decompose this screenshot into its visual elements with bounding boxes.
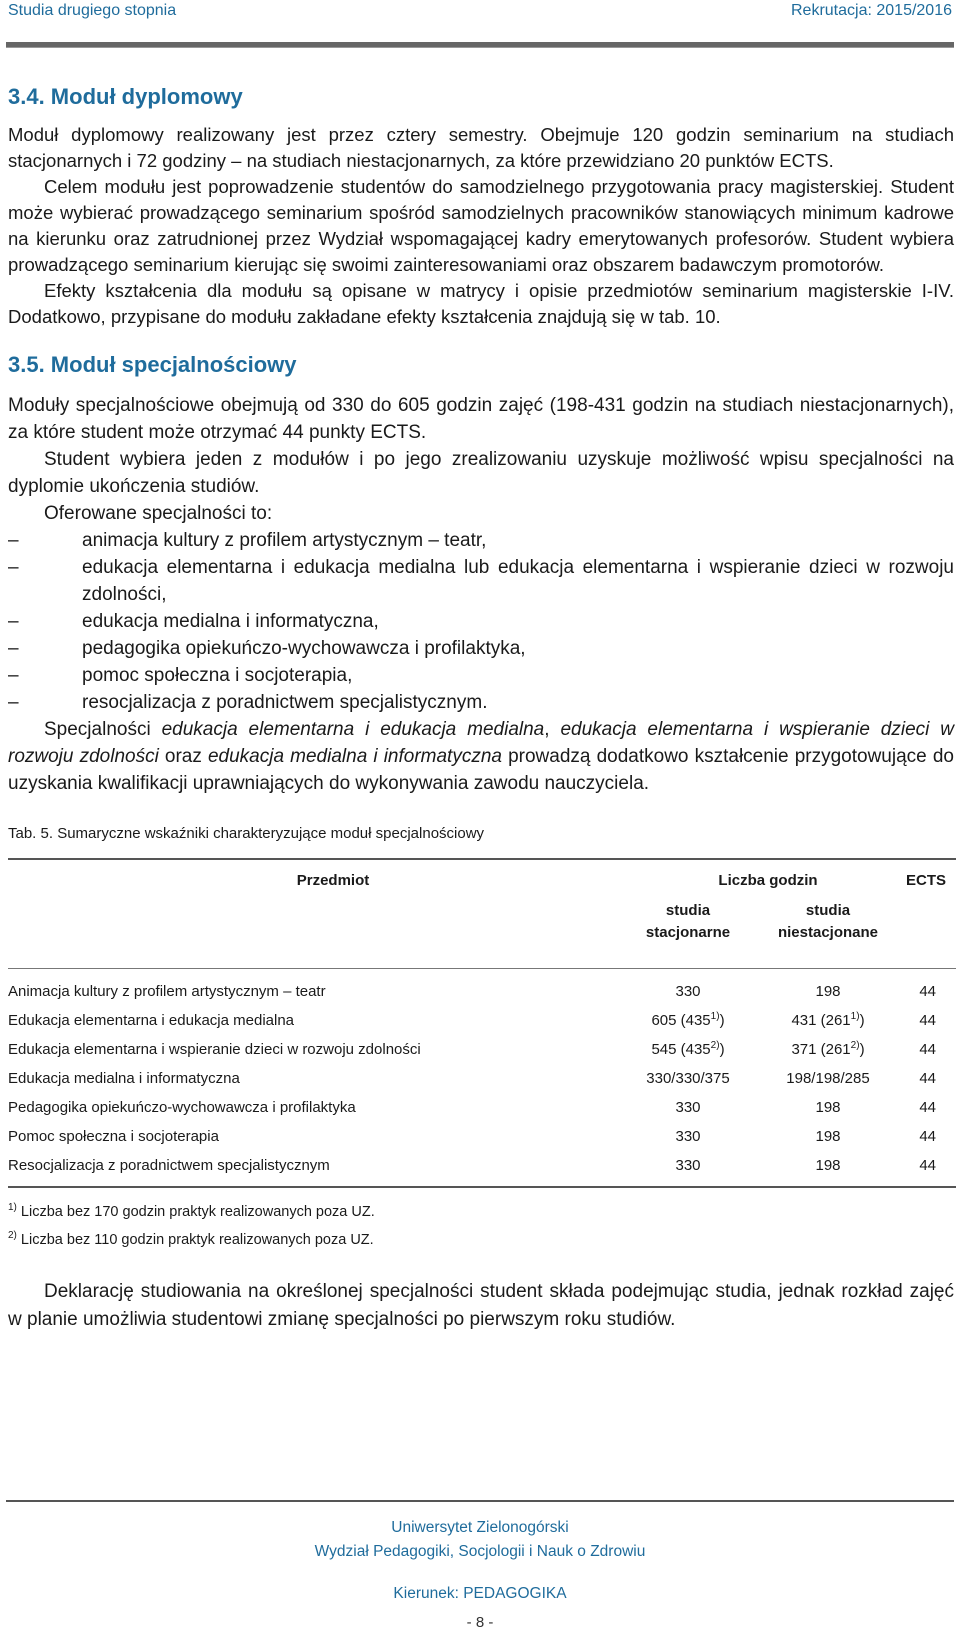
- list-item: [8, 689, 954, 716]
- footnote-ref: 1): [850, 1011, 860, 1022]
- list-item: [8, 662, 954, 689]
- table-subheader-row: [8, 900, 956, 952]
- row-niestacjonarne: 198: [815, 983, 841, 1000]
- row-stacjonarne: 330: [675, 1099, 701, 1116]
- table-row: [8, 1064, 956, 1093]
- s35-p4-italic-2: edukacja elementarna i wspieranie dzieci w rozwoju zdolności: [8, 719, 954, 767]
- footer-rule: [6, 1500, 954, 1502]
- specialization-table-body: [8, 977, 956, 1180]
- dash-marker: –: [8, 611, 19, 632]
- value-close: ): [719, 1041, 725, 1058]
- list-item-text: edukacja elementarna i edukacja medialna lub edukacja elementarna i wspieranie dzieci w rozwoju zdolności,: [82, 557, 954, 605]
- row-niestacjonarne: 198: [815, 1128, 841, 1145]
- row-niestacjonarne: [758, 1006, 898, 1035]
- footer-faculty: Wydział Pedagogiki, Socjologii i Nauk o Zdrowiu: [314, 1543, 646, 1560]
- footnote-ref: 2): [710, 1040, 720, 1051]
- dash-marker: –: [8, 638, 19, 659]
- row-niestacjonarne: 198: [815, 1157, 841, 1174]
- s35-paragraph-3: Oferowane specjalności to:: [44, 503, 273, 524]
- list-item: [8, 554, 954, 608]
- list-item-text: resocjalizacja z poradnictwem specjalistycznym.: [82, 692, 488, 713]
- header-ects: ECTS: [905, 871, 946, 889]
- row-ects: 44: [919, 1128, 936, 1145]
- s35-p4-part-c: oraz: [158, 746, 208, 767]
- s34-paragraph-1: Moduł dyplomowy realizowany jest przez cztery semestry. Obejmuje 120 godzin seminarium na studiach stacjonarnych i 72 godziny – na studiach niestacjonarnych, za które przewidziano 20 punktów ECTS.: [8, 124, 954, 171]
- row-name: Resocjalizacja z poradnictwem specjalistycznym: [8, 1157, 330, 1174]
- s34-paragraph-3: Efekty kształcenia dla modułu są opisane w matrycy i opisie przedmiotów seminarium magisterskie I-IV. Dodatkowo, przypisane do modułu zakładane efekty kształcenia znajdują się w tab. 10.: [8, 280, 954, 327]
- subheader-stac-2: stacjonarne: [645, 924, 731, 941]
- header-right: Rekrutacja: 2015/2016: [791, 2, 952, 19]
- footnote-2: [8, 1226, 954, 1254]
- page-content: [8, 84, 954, 1334]
- footnote-ref: 2): [850, 1040, 860, 1051]
- section-3-5-heading: 3.5. Moduł specjalnościowy: [8, 352, 297, 377]
- list-item-text: pomoc społeczna i socjoterapia,: [82, 665, 353, 686]
- value-main: 605 (435: [651, 1012, 711, 1029]
- footer-university: Uniwersytet Zielonogórski: [391, 1519, 569, 1536]
- specialization-list: [8, 527, 954, 716]
- list-item-text: edukacja medialna i informatyczna,: [82, 611, 379, 632]
- table-row: [8, 1035, 956, 1064]
- row-stacjonarne: 330: [675, 1128, 701, 1145]
- table-row: [8, 1093, 956, 1122]
- row-name: Pedagogika opiekuńczo-wychowawcza i profilaktyka: [8, 1099, 356, 1116]
- row-niestacjonarne: 198/198/285: [786, 1070, 870, 1087]
- dash-marker: –: [8, 530, 19, 551]
- subheader-niestacjonarne: [758, 900, 898, 952]
- row-ects: 44: [919, 1012, 936, 1029]
- subheader-stac-1: studia: [665, 902, 711, 919]
- list-item-text: animacja kultury z profilem artystycznym – teatr,: [82, 530, 487, 551]
- header-left: Studia drugiego stopnia: [8, 2, 177, 19]
- specialization-table: [8, 860, 956, 952]
- row-name: Animacja kultury z profilem artystycznym – teatr: [8, 983, 326, 1000]
- footnote-2-text: Liczba bez 110 godzin praktyk realizowanych poza UZ.: [16, 1232, 374, 1248]
- s35-body: [8, 392, 954, 797]
- s35-paragraph-4: [8, 716, 954, 797]
- dash-marker: –: [8, 692, 19, 713]
- footnote-1: [8, 1198, 954, 1226]
- table-header-row: [8, 860, 956, 900]
- table-row: [8, 1122, 956, 1151]
- row-ects: 44: [919, 1157, 936, 1174]
- footnote-2-mark: 2): [8, 1230, 17, 1242]
- row-ects: 44: [919, 1099, 936, 1116]
- list-item-text: pedagogika opiekuńczo-wychowawcza i profilaktyka,: [82, 638, 526, 659]
- subheader-stacjonarne: [618, 900, 758, 952]
- subheader-niestac-1: studia: [805, 902, 851, 919]
- row-stacjonarne: 330: [675, 983, 701, 1000]
- s35-paragraph-2: Student wybiera jeden z modułów i po jego zrealizowaniu uzyskuje możliwość wpisu specjalności na dyplomie ukończenia studiów.: [8, 449, 954, 497]
- page-number: - 8 -: [466, 1614, 494, 1631]
- header-hours: Liczba godzin: [718, 871, 818, 889]
- closing-paragraph: Deklarację studiowania na określonej specjalności student składa podejmując studia, jednak rozkład zajęć w planie umożliwia studentowi zmianę specjalności po pierwszym roku studiów.: [8, 1281, 954, 1330]
- s35-p4-italic-3: edukacja medialna i informatyczna: [207, 746, 502, 767]
- list-item: [8, 527, 954, 554]
- table-row: [8, 1151, 956, 1180]
- header-rule: [6, 42, 954, 48]
- value-close: ): [719, 1012, 725, 1029]
- s35-p4-part-b: ,: [544, 719, 561, 740]
- row-stacjonarne: [618, 1035, 758, 1064]
- row-ects: 44: [919, 1041, 936, 1058]
- row-stacjonarne: 330/330/375: [646, 1070, 730, 1087]
- header-subject: Przedmiot: [296, 871, 370, 889]
- subheader-niestac-2: niestacjonane: [777, 924, 879, 941]
- table-row: [8, 1006, 956, 1035]
- row-stacjonarne: 330: [675, 1157, 701, 1174]
- footer-field: Kierunek: PEDAGOGIKA: [393, 1585, 567, 1602]
- section-3-4-heading: 3.4. Moduł dyplomowy: [8, 84, 243, 109]
- row-name: Edukacja elementarna i edukacja medialna: [8, 1012, 295, 1029]
- value-main: 431 (261: [791, 1012, 851, 1029]
- s35-p4-italic-1: edukacja elementarna i edukacja medialna: [161, 719, 545, 740]
- row-name: Edukacja elementarna i wspieranie dzieci w rozwoju zdolności: [8, 1041, 421, 1058]
- page-header: [8, 0, 952, 30]
- row-ects: 44: [919, 983, 936, 1000]
- row-stacjonarne: [618, 1006, 758, 1035]
- value-main: 371 (261: [791, 1041, 851, 1058]
- row-name: Edukacja medialna i informatyczna: [8, 1070, 240, 1087]
- table-row: [8, 977, 956, 1006]
- value-close: ): [859, 1012, 865, 1029]
- dash-marker: –: [8, 557, 19, 578]
- value-close: ): [859, 1041, 865, 1058]
- dash-marker: –: [8, 665, 19, 686]
- footnote-ref: 1): [710, 1011, 720, 1022]
- s35-p4-part-d: prowadzą dodatkowo kształcenie przygotowujące do uzyskania kwalifikacji uprawniających do wykonywania zawodu nauczyciela.: [8, 746, 954, 794]
- subheader-ects-empty: [898, 900, 956, 952]
- row-niestacjonarne: 198: [815, 1099, 841, 1116]
- row-ects: 44: [919, 1070, 936, 1087]
- row-name: Pomoc społeczna i socjoterapia: [8, 1128, 219, 1145]
- list-item: [8, 635, 954, 662]
- footnote-1-text: Liczba bez 170 godzin praktyk realizowanych poza UZ.: [16, 1204, 375, 1220]
- list-item: [8, 608, 954, 635]
- row-niestacjonarne: [758, 1035, 898, 1064]
- s34-paragraph-2: Celem modułu jest poprowadzenie studentów do samodzielnego przygotowania pracy magisterskiej. Student może wybierać prowadzącego seminarium spośród samodzielnych pracowników stanowiących minimum kadrowe na kierunku oraz zatrudnionej przez Wydział wspomagającej kadry emerytowanych profesorów. Student wybiera prowadzącego seminarium kierując się swoimi zainteresowaniami oraz obszarem badawczym promotorów.: [8, 176, 954, 275]
- s35-paragraph-1: Moduły specjalnościowe obejmują od 330 do 605 godzin zajęć (198-431 godzin na studiach niestacjonarnych), za które student może otrzymać 44 punkty ECTS.: [8, 395, 954, 443]
- table-caption: Tab. 5. Sumaryczne wskaźniki charakteryzujące moduł specjalnościowy: [8, 825, 485, 842]
- footnote-1-mark: 1): [8, 1202, 17, 1214]
- subheader-empty: [8, 900, 618, 952]
- s35-p4-part-a: Specjalności: [44, 719, 162, 740]
- value-main: 545 (435: [651, 1041, 711, 1058]
